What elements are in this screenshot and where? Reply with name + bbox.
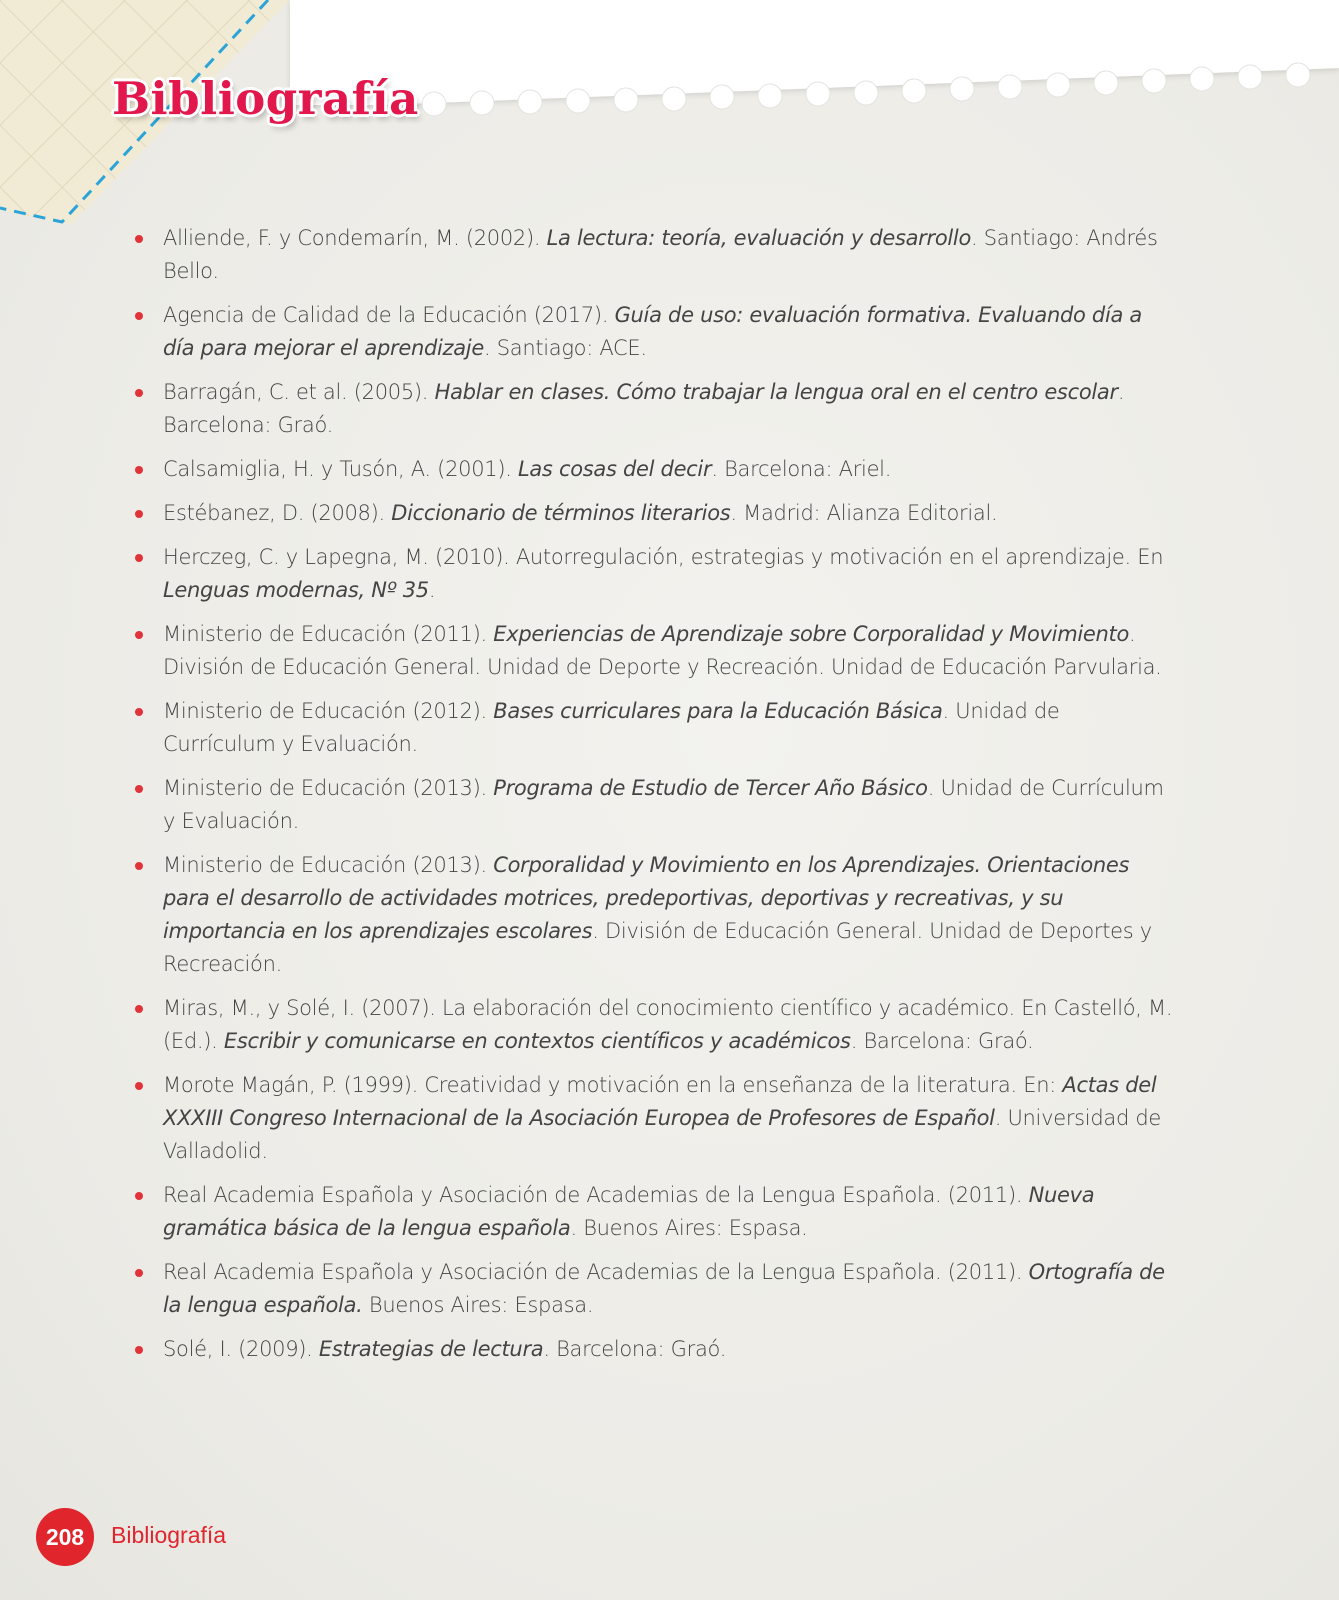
entry-text: . Buenos Aires: Espasa. bbox=[570, 1216, 808, 1240]
bibliography-entry bbox=[133, 695, 1173, 761]
bibliography-entry bbox=[133, 299, 1173, 365]
bibliography-entry bbox=[133, 497, 1173, 530]
entry-text: Buenos Aires: Espasa. bbox=[362, 1293, 594, 1317]
entry-text: . Barcelona: Ariel. bbox=[711, 457, 892, 481]
entry-title: Guía de uso: evaluación formativa. Evaluando día a día para mejorar el aprendizaje bbox=[163, 303, 1142, 360]
bullet-icon bbox=[135, 235, 143, 243]
bibliography-entry bbox=[133, 992, 1173, 1058]
entry-title: Diccionario de términos literarios bbox=[391, 501, 731, 525]
entry-text: . Barcelona: Graó. bbox=[163, 380, 1125, 437]
entry-text: Estébanez, D. (2008). bbox=[163, 501, 392, 525]
entry-title: Nueva gramática básica de la lengua española bbox=[163, 1183, 1095, 1240]
entry-text: . Santiago: Andrés Bello. bbox=[163, 226, 1158, 283]
entry-title: Las cosas del decir bbox=[517, 457, 712, 481]
bullet-icon bbox=[135, 1269, 143, 1277]
entry-text: . División de Educación General. Unidad de Deporte y Recreación. Unidad de Educación Parvularia. bbox=[163, 622, 1162, 679]
bibliography-entry bbox=[133, 376, 1173, 442]
entry-title: Programa de Estudio de Tercer Año Básico bbox=[493, 776, 928, 800]
page-number-badge bbox=[36, 1508, 94, 1566]
bullet-icon bbox=[135, 466, 143, 474]
page-number: 208 bbox=[45, 1523, 85, 1550]
entry-title: Experiencias de Aprendizaje sobre Corporalidad y Movimiento bbox=[493, 622, 1129, 646]
bibliography-entry bbox=[133, 1179, 1173, 1245]
bibliography-entry bbox=[133, 1333, 1173, 1366]
bibliography-entry bbox=[133, 849, 1173, 981]
entry-text: . Barcelona: Graó. bbox=[543, 1337, 727, 1361]
entry-title: Escribir y comunicarse en contextos científicos y académicos bbox=[223, 1029, 851, 1053]
entry-text: . Unidad de Currículum y Evaluación. bbox=[163, 776, 1164, 833]
page-title: Bibliografía bbox=[112, 72, 419, 125]
bullet-icon bbox=[135, 1346, 143, 1354]
bullet-icon bbox=[135, 1082, 143, 1090]
entry-text: . Universidad de Valladolid. bbox=[163, 1106, 1161, 1163]
entry-text: Morote Magán, P. (1999). Creatividad y motivación en la enseñanza de la literatura. En: bbox=[163, 1073, 1063, 1097]
entry-text: Ministerio de Educación (2013). bbox=[163, 776, 494, 800]
footer-section-label: Bibliografía bbox=[111, 1522, 227, 1548]
entry-text: . Unidad de Currículum y Evaluación. bbox=[163, 699, 1060, 756]
bibliography-entry bbox=[133, 222, 1173, 288]
entry-title: Bases curriculares para la Educación Básica bbox=[493, 699, 943, 723]
entry-title: Ortografía de la lengua española. bbox=[163, 1260, 1165, 1317]
entry-text: Barragán, C. et al. (2005). bbox=[163, 380, 435, 404]
bullet-icon bbox=[135, 312, 143, 320]
bibliography-entry bbox=[133, 1069, 1173, 1168]
entry-text: . División de Educación General. Unidad de Deportes y Recreación. bbox=[163, 919, 1152, 976]
bullet-icon bbox=[135, 1192, 143, 1200]
entry-title: Corporalidad y Movimiento en los Aprendizajes. Orientaciones para el desarrollo de actividades motrices, predeportivas, deportivas y recreativas, y su importancia en los aprendizajes escolares bbox=[163, 853, 1130, 943]
bullet-icon bbox=[135, 862, 143, 870]
entry-text: Alliende, F. y Condemarín, M. (2002). bbox=[163, 226, 547, 250]
entry-title: La lectura: teoría, evaluación y desarrollo bbox=[546, 226, 972, 250]
entry-text: Ministerio de Educación (2013). bbox=[163, 853, 494, 877]
bullet-icon bbox=[135, 1005, 143, 1013]
bullet-icon bbox=[135, 631, 143, 639]
entry-text: . Santiago: ACE. bbox=[483, 336, 647, 360]
entry-title: Lenguas modernas, Nº 35 bbox=[163, 578, 429, 602]
entry-text: Agencia de Calidad de la Educación (2017). bbox=[163, 303, 615, 327]
entry-text: Calsamiglia, H. y Tusón, A. (2001). bbox=[163, 457, 518, 481]
bullet-icon bbox=[135, 554, 143, 562]
entry-text: Miras, M., y Solé, I. (2007). La elaboración del conocimiento científico y académico. En Castelló, M. (Ed.). bbox=[163, 996, 1173, 1053]
entry-text: . bbox=[428, 578, 436, 602]
entry-text: Herczeg, C. y Lapegna, M. (2010). Autorregulación, estrategias y motivación en el aprendizaje. En bbox=[163, 545, 1164, 569]
bibliography-entry bbox=[133, 453, 1173, 486]
entry-text: . Barcelona: Graó. bbox=[850, 1029, 1034, 1053]
entry-text: Ministerio de Educación (2012). bbox=[163, 699, 494, 723]
entry-title: Actas del XXXIII Congreso Internacional de la Asociación Europea de Profesores de Español bbox=[163, 1073, 1157, 1130]
entry-title: Hablar en clases. Cómo trabajar la lengua oral en el centro escolar bbox=[434, 380, 1118, 404]
entry-title: Estrategias de lectura bbox=[318, 1337, 544, 1361]
bibliography-entry bbox=[133, 1256, 1173, 1322]
entry-text: Real Academia Española y Asociación de Academias de la Lengua Española. (2011). bbox=[163, 1260, 1029, 1284]
bullet-icon bbox=[135, 510, 143, 518]
bibliography-entry bbox=[133, 541, 1173, 607]
entry-text: Solé, I. (2009). bbox=[163, 1337, 319, 1361]
bibliography-entry bbox=[133, 618, 1173, 684]
bullet-icon bbox=[135, 708, 143, 716]
bullet-icon bbox=[135, 389, 143, 397]
entry-text: Real Academia Española y Asociación de Academias de la Lengua Española. (2011). bbox=[163, 1183, 1029, 1207]
entry-text: Ministerio de Educación (2011). bbox=[163, 622, 494, 646]
bullet-icon bbox=[135, 785, 143, 793]
entry-text: . Madrid: Alianza Editorial. bbox=[730, 501, 998, 525]
bibliography-entry bbox=[133, 772, 1173, 838]
bibliography-list bbox=[133, 222, 1173, 1377]
